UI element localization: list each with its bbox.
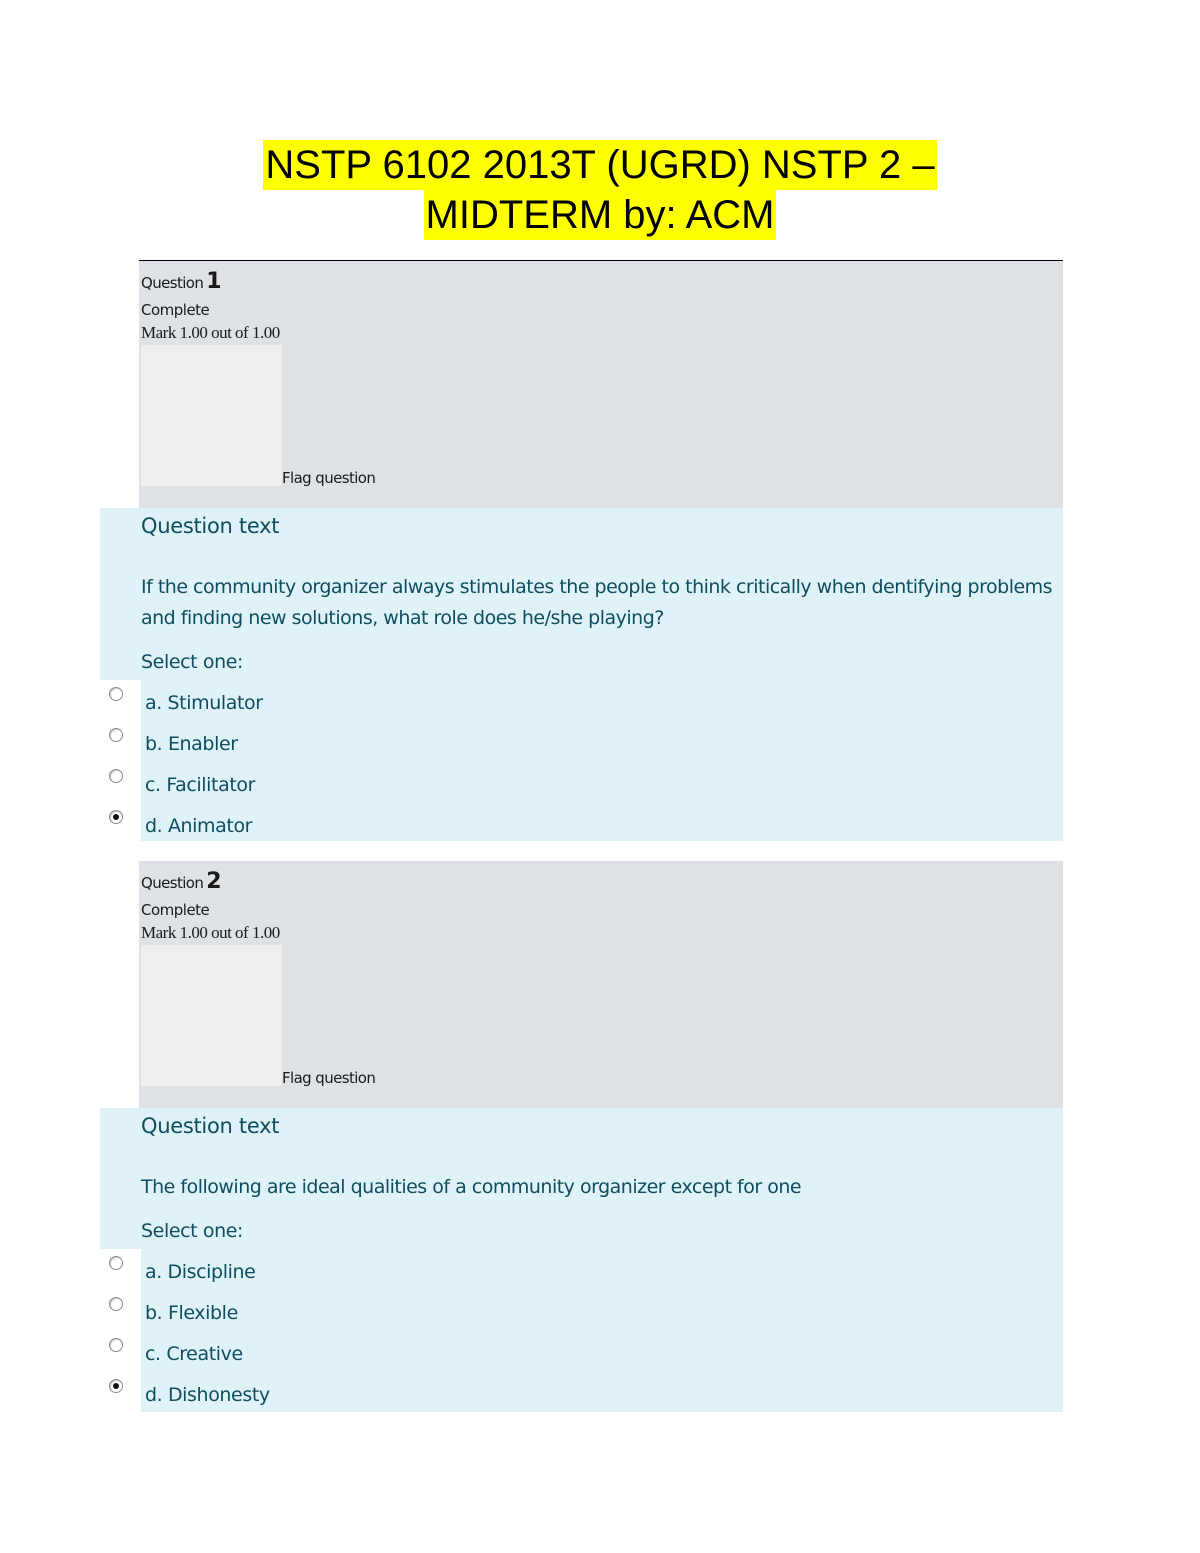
question-state: Complete xyxy=(141,301,210,319)
question-label: Question xyxy=(141,874,204,892)
title-line-1: NSTP 6102 2013T (UGRD) NSTP 2 – xyxy=(263,140,936,190)
flag-icon[interactable] xyxy=(141,945,282,1086)
answer-option-label[interactable]: d. Animator xyxy=(145,815,253,837)
radio-cell xyxy=(100,1290,141,1331)
question-label: Question xyxy=(141,274,204,292)
question-number-value: 1 xyxy=(206,269,222,294)
radio-button-icon[interactable] xyxy=(109,769,123,783)
radio-cell xyxy=(100,1249,141,1290)
radio-button-icon[interactable] xyxy=(109,1338,123,1352)
flag-icon[interactable] xyxy=(141,345,282,486)
radio-button-icon[interactable] xyxy=(109,728,123,742)
question-number-value: 2 xyxy=(206,869,222,894)
question-text-heading: Question text xyxy=(141,514,280,538)
select-one-prompt: Select one: xyxy=(141,651,244,673)
answer-option-d[interactable] xyxy=(100,803,1063,844)
flag-question-link[interactable]: Flag question xyxy=(282,469,376,487)
question-number xyxy=(141,869,221,894)
radio-button-icon[interactable] xyxy=(109,1256,123,1270)
question-content xyxy=(100,508,1063,841)
answer-option-c[interactable] xyxy=(100,762,1063,803)
question-content xyxy=(100,1108,1063,1412)
radio-cell xyxy=(100,680,141,721)
answer-option-label[interactable]: a. Stimulator xyxy=(145,692,263,714)
answer-option-b[interactable] xyxy=(100,721,1063,762)
answer-option-label[interactable]: a. Discipline xyxy=(145,1261,256,1283)
radio-cell xyxy=(100,1331,141,1372)
question-grade: Mark 1.00 out of 1.00 xyxy=(141,323,280,342)
question-info xyxy=(139,861,1063,1108)
flag-question-link[interactable]: Flag question xyxy=(282,1069,376,1087)
answer-option-label[interactable]: d. Dishonesty xyxy=(145,1384,270,1406)
radio-button-checked-icon[interactable] xyxy=(109,810,123,824)
question-state: Complete xyxy=(141,901,210,919)
radio-button-icon[interactable] xyxy=(109,687,123,701)
radio-button-checked-icon[interactable] xyxy=(109,1379,123,1393)
question-grade: Mark 1.00 out of 1.00 xyxy=(141,923,280,942)
answer-option-label[interactable]: c. Creative xyxy=(145,1343,243,1365)
answer-option-a[interactable] xyxy=(100,680,1063,721)
select-one-prompt: Select one: xyxy=(141,1220,244,1242)
answer-option-b[interactable] xyxy=(100,1290,1063,1331)
question-1 xyxy=(100,261,1063,841)
answer-option-label[interactable]: b. Enabler xyxy=(145,733,238,755)
answer-option-label[interactable]: b. Flexible xyxy=(145,1302,238,1324)
question-text: The following are ideal qualities of a community organizer except for one xyxy=(141,1176,802,1198)
radio-cell xyxy=(100,1372,141,1413)
question-info xyxy=(139,261,1063,508)
question-text: If the community organizer always stimulates the people to think critically when dentifying problems and finding new solutions, what role does he/she playing? xyxy=(141,576,1053,629)
radio-button-icon[interactable] xyxy=(109,1297,123,1311)
answer-option-label[interactable]: c. Facilitator xyxy=(145,774,256,796)
radio-cell xyxy=(100,803,141,844)
document-title xyxy=(0,140,1200,240)
radio-cell xyxy=(100,721,141,762)
question-number xyxy=(141,269,221,294)
question-2 xyxy=(100,861,1063,1412)
answer-option-a[interactable] xyxy=(100,1249,1063,1290)
radio-cell xyxy=(100,762,141,803)
answer-option-c[interactable] xyxy=(100,1331,1063,1372)
answer-option-d[interactable] xyxy=(100,1372,1063,1413)
question-text-heading: Question text xyxy=(141,1114,280,1138)
title-line-2: MIDTERM by: ACM xyxy=(424,190,777,240)
